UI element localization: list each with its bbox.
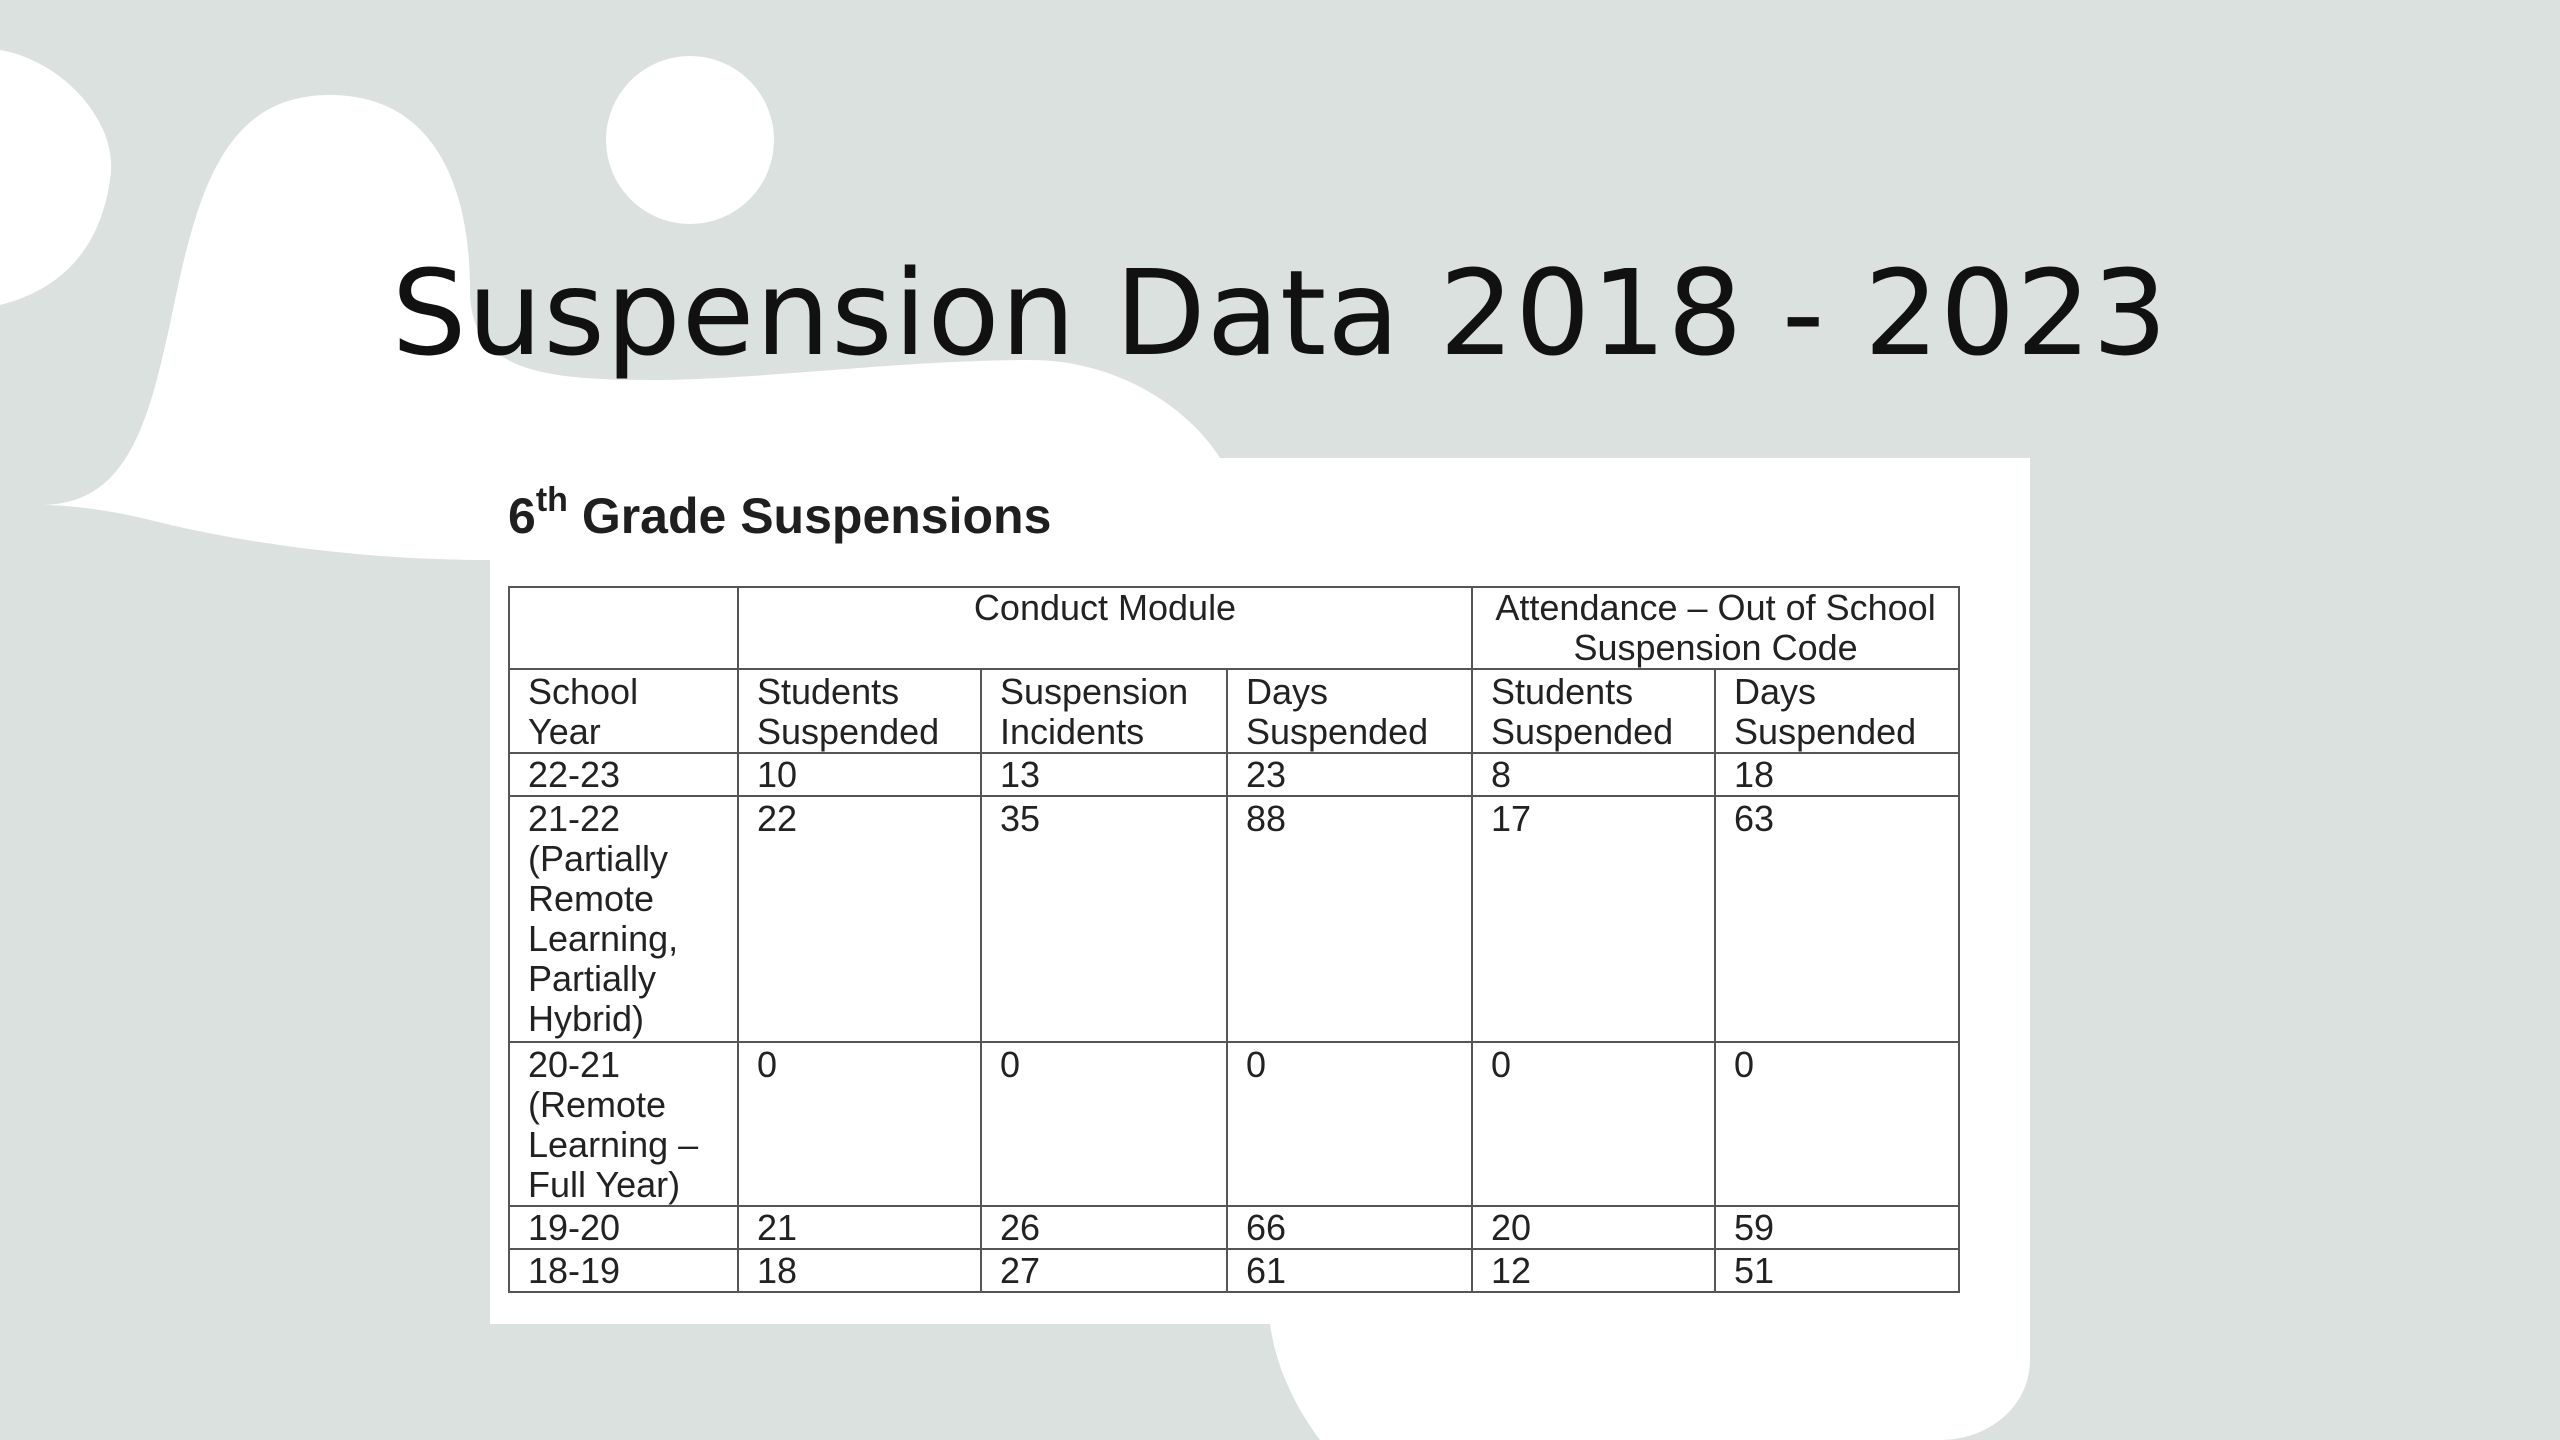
table-cell: 59 [1715,1206,1959,1249]
table-cell: 20 [1472,1206,1715,1249]
slide-title: Suspension Data 2018 - 2023 [391,244,2169,382]
group-header-attendance: Attendance – Out of School Suspension Code [1472,587,1959,669]
column-header-row [509,669,1959,753]
table-cell: 19-20 [509,1206,738,1249]
column-header: School Year [509,669,738,753]
document-image [490,458,2030,1324]
table-cell: 18-19 [509,1249,738,1292]
table-cell: 0 [1227,1042,1472,1206]
table-cell: 0 [1715,1042,1959,1206]
group-header-blank [509,587,738,669]
table-cell: 8 [1472,753,1715,796]
table-cell: 22-23 [509,753,738,796]
table-cell: 26 [981,1206,1227,1249]
column-header: Days Suspended [1715,669,1959,753]
table-cell: 12 [1472,1249,1715,1292]
table-cell: 61 [1227,1249,1472,1292]
table-cell: 18 [738,1249,981,1292]
table-cell: 20-21 (Remote Learning – Full Year) [509,1042,738,1206]
table-cell: 27 [981,1249,1227,1292]
table-cell: 22 [738,796,981,1042]
suspension-table [508,586,1960,1293]
table-cell: 63 [1715,796,1959,1042]
table-cell: 0 [738,1042,981,1206]
heading-text: Grade Suspensions [581,488,1052,544]
table-cell: 10 [738,753,981,796]
circle-top [606,56,774,224]
table-row [509,1249,1959,1292]
group-header-row [509,587,1959,669]
table-heading [508,478,1051,554]
table-row [509,1206,1959,1249]
table-row [509,1042,1959,1206]
table-cell: 0 [981,1042,1227,1206]
column-header: Students Suspended [1472,669,1715,753]
table-row [509,796,1959,1042]
table-cell: 13 [981,753,1227,796]
table-cell: 66 [1227,1206,1472,1249]
group-header-conduct: Conduct Module [738,587,1472,669]
column-header: Suspension Incidents [981,669,1227,753]
table-cell: 0 [1472,1042,1715,1206]
column-header: Days Suspended [1227,669,1472,753]
table-cell: 18 [1715,753,1959,796]
column-header: Students Suspended [738,669,981,753]
table-cell: 21 [738,1206,981,1249]
table-cell: 35 [981,796,1227,1042]
table-cell: 21-22 (Partially Remote Learning, Partially Hybrid) [509,796,738,1042]
table-cell: 88 [1227,796,1472,1042]
table-row [509,753,1959,796]
heading-ordinal-suffix: th [535,481,568,519]
heading-ordinal: 6 [508,488,536,544]
table-cell: 23 [1227,753,1472,796]
table-cell: 17 [1472,796,1715,1042]
table-cell: 51 [1715,1249,1959,1292]
